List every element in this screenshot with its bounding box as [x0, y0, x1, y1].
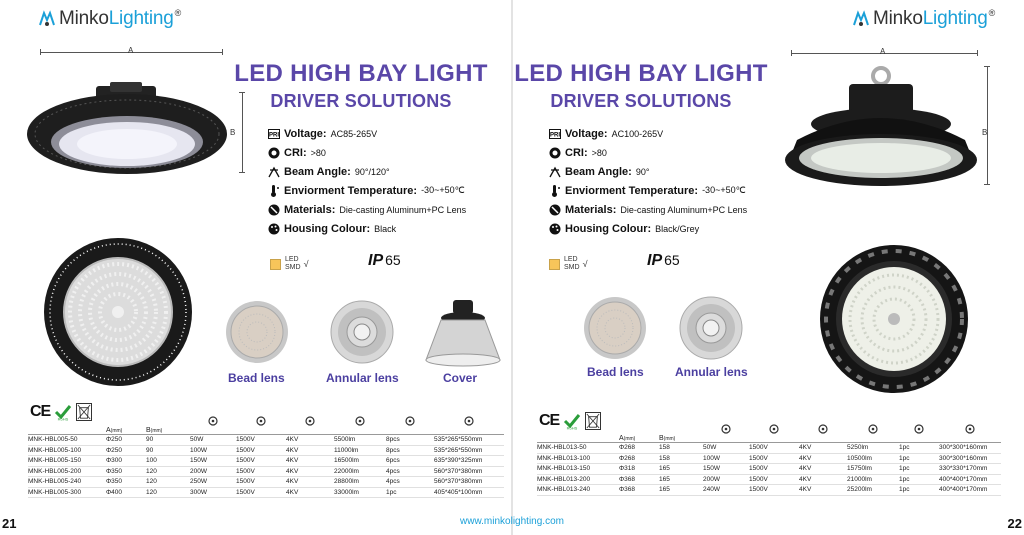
spec-label: Housing Colour: [565, 222, 652, 235]
spec-cri [549, 143, 747, 162]
spec-cri [268, 143, 466, 162]
ip-value: 65 [664, 252, 680, 268]
table-cell: 250W [190, 478, 207, 486]
palette-icon [549, 223, 561, 235]
table-cell: Φ400 [106, 488, 123, 496]
table-cell: Φ350 [106, 478, 123, 486]
table-cell: MNK-HBL005-150 [28, 457, 82, 465]
table-cell: 25200lm [847, 486, 872, 494]
table-cell: MNK-HBL013-200 [537, 475, 591, 483]
annular-lens-image [679, 296, 743, 360]
table-cell: 120 [146, 488, 157, 496]
spec-label: Voltage: [565, 127, 608, 140]
table-cell: 15750lm [847, 465, 872, 473]
footer-website-link[interactable]: www.minkolighting.com [460, 516, 564, 527]
pri-icon [268, 128, 280, 140]
table-cell: 1500V [236, 457, 255, 465]
svg-text:PRI: PRI [268, 132, 280, 138]
table-cell: 158 [659, 454, 670, 462]
svg-text:RoHS: RoHS [57, 416, 69, 421]
table-cell: 1500V [236, 478, 255, 486]
ip-label: IP [368, 252, 384, 269]
table-cell: Φ268 [619, 444, 636, 452]
table-cell: 33000lm [334, 488, 359, 496]
ip-label: IP [647, 252, 663, 269]
caption-bead-lens: Bead lens [228, 371, 285, 385]
led-smd-badge [549, 256, 588, 272]
voltage-surge-icon [236, 416, 286, 426]
table-column-header [537, 434, 1001, 443]
table-cell: 90 [146, 446, 154, 454]
table-cell: 635*390*325mm [434, 457, 483, 465]
table-cell: 4KV [286, 457, 299, 465]
led-smd-badge [270, 256, 309, 272]
brand-name-part1: Minko [59, 8, 109, 29]
table-cell: 1500V [236, 488, 255, 496]
table-cell: 560*370*380mm [434, 478, 483, 486]
table-cell: MNK-HBL013-150 [537, 465, 591, 473]
packing-qty-icon [386, 416, 434, 426]
page-title [232, 62, 490, 110]
spec-value: 90° [635, 166, 650, 177]
table-cell: 300*300*160mm [939, 444, 988, 452]
spec-materials [268, 200, 466, 219]
table-cell: 5500lm [334, 436, 356, 444]
lumen-icon [847, 424, 899, 434]
surge-protection-icon [799, 424, 847, 434]
table-row [537, 464, 1001, 475]
table-cell: 4pcs [386, 478, 400, 486]
table-cell: 1pc [899, 486, 910, 494]
bead-lens-image [225, 300, 289, 364]
table-cell: Φ368 [619, 475, 636, 483]
spec-value: 90°/120° [354, 166, 390, 177]
table-cell: 165 [659, 475, 670, 483]
table-cell: MNK-HBL013-100 [537, 454, 591, 462]
spec-materials [549, 200, 747, 219]
product-side-image [777, 64, 981, 190]
table-cell: 1500V [749, 475, 768, 483]
table-cell: MNK-HBL005-200 [28, 467, 82, 475]
dimension-tick [40, 49, 41, 55]
table-cell: 158 [659, 444, 670, 452]
catalog-page-right [513, 0, 1024, 535]
spec-beam-angle [549, 162, 747, 181]
table-cell: 1pc [899, 454, 910, 462]
table-cell: 1500V [749, 486, 768, 494]
dimension-tick [984, 66, 990, 67]
svg-text:RoHS: RoHS [566, 425, 578, 430]
table-cell: 1pc [899, 444, 910, 452]
led-label: LED [285, 256, 299, 263]
spec-value: Black [374, 223, 397, 234]
page-title [513, 62, 769, 110]
pri-icon [549, 128, 561, 140]
table-cell: 4pcs [386, 467, 400, 475]
page-number: 21 [2, 516, 17, 531]
title-line2: DRIVER SOLUTIONS [270, 91, 452, 111]
brand-name-part1: Minko [873, 8, 923, 29]
table-cell: 4KV [799, 475, 812, 483]
table-cell: Φ250 [106, 436, 123, 444]
dimension-line-b [242, 92, 243, 172]
dimension-tick [791, 50, 792, 56]
column-header-b: B(mm) [659, 435, 676, 442]
table-row [537, 443, 1001, 454]
spec-value: >80 [591, 147, 607, 158]
spec-value: Black/Grey [655, 223, 700, 234]
table-cell: Φ250 [106, 446, 123, 454]
spec-label: Materials: [565, 203, 617, 216]
table-cell: Φ350 [106, 467, 123, 475]
table-row [28, 446, 504, 457]
spec-label: Beam Angle: [284, 165, 351, 178]
svg-text:PRI: PRI [549, 132, 561, 138]
table-cell: 150W [703, 465, 720, 473]
spec-housing-colour [268, 219, 466, 238]
spec-label: CRI: [284, 146, 307, 159]
table-row [28, 456, 504, 467]
table-cell: 1500V [236, 467, 255, 475]
smd-label: SMD [285, 264, 301, 271]
title-line2: DRIVER SOLUTIONS [550, 91, 732, 111]
spec-label: Housing Colour: [284, 222, 371, 235]
spec-value: Die-casting Aluminum+PC Lens [620, 204, 748, 215]
table-cell: 22000lm [334, 467, 359, 475]
spec-label: Enviorment Temperature: [565, 184, 699, 197]
registered-mark: ® [988, 8, 996, 18]
table-cell: 100W [703, 454, 720, 462]
spec-housing-colour [549, 219, 747, 238]
table-cell: 150W [190, 457, 207, 465]
logo-mark-icon [852, 10, 870, 28]
spec-beam-angle [268, 162, 466, 181]
palette-icon [268, 223, 280, 235]
spec-list [549, 124, 747, 238]
spec-value: AC85-265V [330, 128, 378, 139]
table-cell: 11000lm [334, 446, 359, 454]
thermometer-icon [268, 185, 280, 197]
caption-cover: Cover [443, 371, 478, 385]
table-cell: 120 [146, 467, 157, 475]
title-line1: LED HIGH BAY LIGHT [514, 60, 768, 87]
table-cell: 100 [146, 457, 157, 465]
spec-value: Die-casting Aluminum+PC Lens [339, 204, 467, 215]
power-icon [703, 424, 749, 434]
ip-rating [647, 252, 680, 270]
table-cell: 1500V [236, 446, 255, 454]
brand-logo [38, 8, 181, 30]
dimension-tick [222, 49, 223, 55]
table-cell: 100W [190, 446, 207, 454]
spec-value: -30~+50℃ [421, 185, 465, 195]
table-row [28, 488, 504, 499]
table-cell: 300W [190, 488, 207, 496]
spec-table [28, 406, 504, 498]
table-cell: 165 [659, 486, 670, 494]
beam-icon [549, 166, 561, 178]
table-cell: 4KV [286, 436, 299, 444]
column-header-a: A(mm) [619, 435, 636, 442]
table-row [537, 454, 1001, 465]
voltage-surge-icon [749, 424, 799, 434]
catalog-page-left [0, 0, 511, 535]
table-cell: 4KV [286, 467, 299, 475]
table-cell: 28800lm [334, 478, 359, 486]
brand-name-part2: Lighting [108, 8, 174, 29]
spec-temperature [268, 181, 466, 200]
table-cell: MNK-HBL005-100 [28, 446, 82, 454]
led-check: √ [582, 259, 588, 269]
brand-logo [852, 8, 995, 30]
dimension-tick [977, 50, 978, 56]
ce-mark: CE [539, 412, 560, 429]
spec-list [268, 124, 466, 238]
table-cell: 405*405*100mm [434, 488, 483, 496]
dimension-label-a: A [128, 46, 134, 55]
beam-icon [268, 166, 280, 178]
table-cell: 400*400*170mm [939, 486, 988, 494]
spec-voltage [549, 124, 747, 143]
caption-annular-lens: Annular lens [675, 365, 748, 379]
table-cell: 8pcs [386, 436, 400, 444]
table-cell: 4KV [286, 478, 299, 486]
cri-icon [549, 147, 561, 159]
table-cell: 535*265*550mm [434, 436, 483, 444]
table-row [28, 467, 504, 478]
table-cell: Φ318 [619, 465, 636, 473]
carton-size-icon [939, 424, 1001, 434]
cri-icon [268, 147, 280, 159]
table-cell: MNK-HBL013-240 [537, 486, 591, 494]
table-cell: Φ268 [619, 454, 636, 462]
table-cell: 50W [703, 444, 717, 452]
table-cell: 1pc [899, 475, 910, 483]
materials-icon [549, 204, 561, 216]
table-cell: 10500lm [847, 454, 872, 462]
table-cell: 330*330*170mm [939, 465, 988, 473]
table-cell: 4KV [799, 465, 812, 473]
lumen-icon [334, 416, 386, 426]
table-cell: 4KV [799, 444, 812, 452]
led-chip-icon [549, 259, 560, 270]
led-label: LED [564, 256, 578, 263]
table-cell: 200W [190, 467, 207, 475]
brand-name-part2: Lighting [922, 8, 988, 29]
table-cell: MNK-HBL013-50 [537, 444, 587, 452]
spec-label: Materials: [284, 203, 336, 216]
logo-mark-icon [38, 10, 56, 28]
table-cell: 4KV [286, 488, 299, 496]
table-cell: 560*370*380mm [434, 467, 483, 475]
table-icon-header [28, 406, 504, 426]
table-cell: 165 [659, 465, 670, 473]
spec-label: Voltage: [284, 127, 327, 140]
spec-label: Enviorment Temperature: [284, 184, 418, 197]
title-line1: LED HIGH BAY LIGHT [234, 60, 488, 87]
table-cell: 16500lm [334, 457, 359, 465]
column-header-a: A(mm) [106, 427, 123, 434]
table-cell: 400*400*170mm [939, 475, 988, 483]
spec-voltage [268, 124, 466, 143]
product-front-image [40, 237, 196, 387]
table-cell: 1pc [386, 488, 397, 496]
table-cell: 535*265*550mm [434, 446, 483, 454]
spec-temperature [549, 181, 747, 200]
spec-table [537, 414, 1001, 496]
table-cell: 21000lm [847, 475, 872, 483]
table-cell: Φ300 [106, 457, 123, 465]
spec-label: Beam Angle: [565, 165, 632, 178]
thermometer-icon [549, 185, 561, 197]
smd-label: SMD [564, 264, 580, 271]
table-cell: Φ368 [619, 486, 636, 494]
led-chip-icon [270, 259, 281, 270]
table-cell: 1500V [749, 465, 768, 473]
table-cell: 240W [703, 486, 720, 494]
cover-image [424, 298, 502, 368]
power-icon [190, 416, 236, 426]
dimension-label-b: B [230, 128, 236, 137]
table-cell: MNK-HBL005-50 [28, 436, 78, 444]
column-header-b: B(mm) [146, 427, 163, 434]
table-cell: 1pc [899, 465, 910, 473]
bead-lens-image [583, 296, 647, 360]
table-cell: 1500V [236, 436, 255, 444]
table-cell: 120 [146, 478, 157, 486]
page-number: 22 [1007, 516, 1022, 531]
spec-value: AC100-265V [611, 128, 664, 139]
packing-qty-icon [899, 424, 939, 434]
caption-bead-lens: Bead lens [587, 365, 644, 379]
led-check: √ [303, 259, 309, 269]
product-side-image [24, 82, 230, 182]
table-cell: 1500V [749, 444, 768, 452]
spec-value: -30~+50℃ [702, 185, 746, 195]
table-column-header [28, 426, 504, 435]
table-row [537, 475, 1001, 486]
ip-rating [368, 252, 401, 270]
spec-label: CRI: [565, 146, 588, 159]
surge-protection-icon [286, 416, 334, 426]
dimension-tick [239, 92, 245, 93]
table-cell: 5250lm [847, 444, 869, 452]
table-cell: MNK-HBL005-300 [28, 488, 82, 496]
caption-annular-lens: Annular lens [326, 371, 399, 385]
table-icon-header [537, 414, 1001, 434]
table-row [537, 485, 1001, 496]
carton-size-icon [434, 416, 504, 426]
table-row [28, 477, 504, 488]
dimension-label-b: B [982, 128, 988, 137]
table-cell: 4KV [286, 446, 299, 454]
table-row [28, 435, 504, 446]
table-cell: 6pcs [386, 457, 400, 465]
table-cell: 1500V [749, 454, 768, 462]
materials-icon [268, 204, 280, 216]
table-cell: 200W [703, 475, 720, 483]
table-cell: 4KV [799, 454, 812, 462]
dimension-tick [984, 184, 990, 185]
dimension-line-b [987, 66, 988, 184]
table-cell: 90 [146, 436, 154, 444]
registered-mark: ® [174, 8, 182, 18]
dimension-tick [239, 172, 245, 173]
ip-value: 65 [385, 252, 401, 268]
ce-mark: CE [30, 403, 51, 420]
table-cell: 300*300*160mm [939, 454, 988, 462]
table-cell: 50W [190, 436, 204, 444]
dimension-label-a: A [880, 47, 886, 56]
product-front-image [815, 244, 973, 394]
table-cell: 4KV [799, 486, 812, 494]
spec-value: >80 [310, 147, 326, 158]
table-cell: MNK-HBL005-240 [28, 478, 82, 486]
table-cell: 8pcs [386, 446, 400, 454]
annular-lens-image [330, 300, 394, 364]
